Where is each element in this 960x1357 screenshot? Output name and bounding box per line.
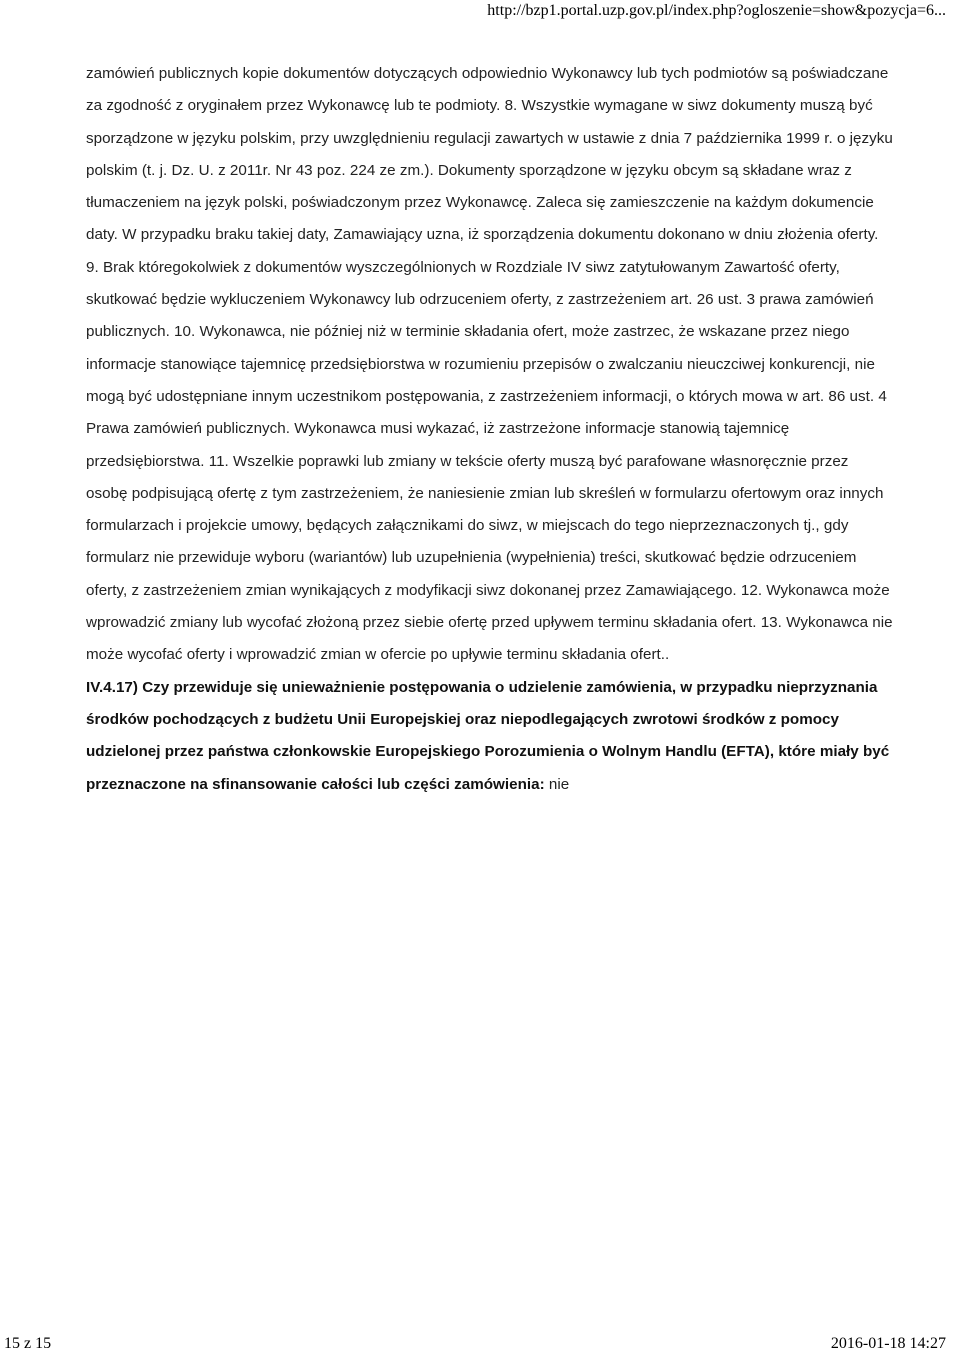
paragraph-text: zamówień publicznych kopie dokumentów dotyczących odpowiednio Wykonawcy lub tych podmiotów są poświadczane za zgodność z oryginałem przez Wykonawcę lub te podmioty. 8. Wszystkie wymagane w siwz dokumenty muszą być sporządzone w języku polskim, przy uwzględnieniu regulacji zawartych w ustawie z dnia 7 października 1999 r. o języku polskim (t. j. Dz. U. z 2011r. Nr 43 poz. 224 ze zm.). Dokumenty sporządzone w języku obcym są składane wraz z tłumaczeniem na język polski, poświadczonym przez Wykonawcę. Zaleca się zamieszczenie na każdym dokumencie daty. W przypadku braku takiej daty, Zamawiający uzna, iż sporządzenia dokumentu dokonano w dniu złożenia oferty. 9. Brak któregokolwiek z dokumentów wyszczególnionych w Rozdziale IV siwz zatytułowanym Zawartość oferty, skutkować będzie wykluczeniem Wykonawcy lub odrzuceniem oferty, z zastrzeżeniem art. 26 ust. 3 prawa zamówień publicznych. 10. Wykonawca, nie później niż w terminie składania ofert, może zastrzec, że wskazane przez niego informacje stanowiące tajemnicę przedsiębiorstwa w rozumieniu przepisów o zwalczaniu nieuczciwej konkurencji, nie mogą być udostępniane innym uczestnikom postępowania, z zastrzeżeniem informacji, o których mowa w art. 86 ust. 4 Prawa zamówień publicznych. Wykonawca musi wykazać, iż zastrzeżone informacje stanowią tajemnicę przedsiębiorstwa. 11. Wszelkie poprawki lub zmiany w tekście oferty muszą być parafowane własnoręcznie przez osobę podpisującą ofertę z tym zastrzeżeniem, że naniesienie zmian lub skreśleń w formularzu ofertowym oraz innych formularzach i projekcie umowy, będących załącznikami do siwz, w miejscach do tego nieprzeznaczonych tj., gdy formularz nie przewiduje wyboru (wariantów) lub uzupełnienia (wypełnienia) treści, skutkować będzie odrzuceniem oferty, z zastrzeżeniem zmian wynikających z modyfikacji siwz dokonanej przez Zamawiającego. 12. Wykonawca może wprowadzić zmiany lub wycofać złożoną przez siebie ofertę przed upływem terminu składania ofert. 13. Wykonawca nie może wycofać oferty i wprowadzić zmian w ofercie po upływie terminu składania ofert.. bbox=[86, 65, 893, 664]
print-header-url: http://bzp1.portal.uzp.gov.pl/index.php?ogloszenie=show&pozycja=6... bbox=[487, 2, 946, 19]
document-paragraph bbox=[86, 58, 894, 672]
page-counter: 15 z 15 bbox=[4, 1335, 52, 1352]
question-answer: nie bbox=[548, 775, 570, 793]
section-question bbox=[86, 672, 894, 801]
print-timestamp: 2016-01-18 14:27 bbox=[830, 1335, 946, 1352]
question-label: IV.4.17) Czy przewiduje się unieważnienie postępowania o udzielenie zamówienia, w przypadku nieprzyznania środków pochodzących z budżetu Unii Europejskiej oraz niepodlegających zwrotowi środków z pomocy udzielonej przez państwa członkowskie Europejskiego Porozumienia o Wolnym Handlu (EFTA), które miały być przeznaczone na sfinansowanie całości lub części zamówienia: bbox=[86, 678, 890, 793]
document-body bbox=[86, 58, 894, 801]
